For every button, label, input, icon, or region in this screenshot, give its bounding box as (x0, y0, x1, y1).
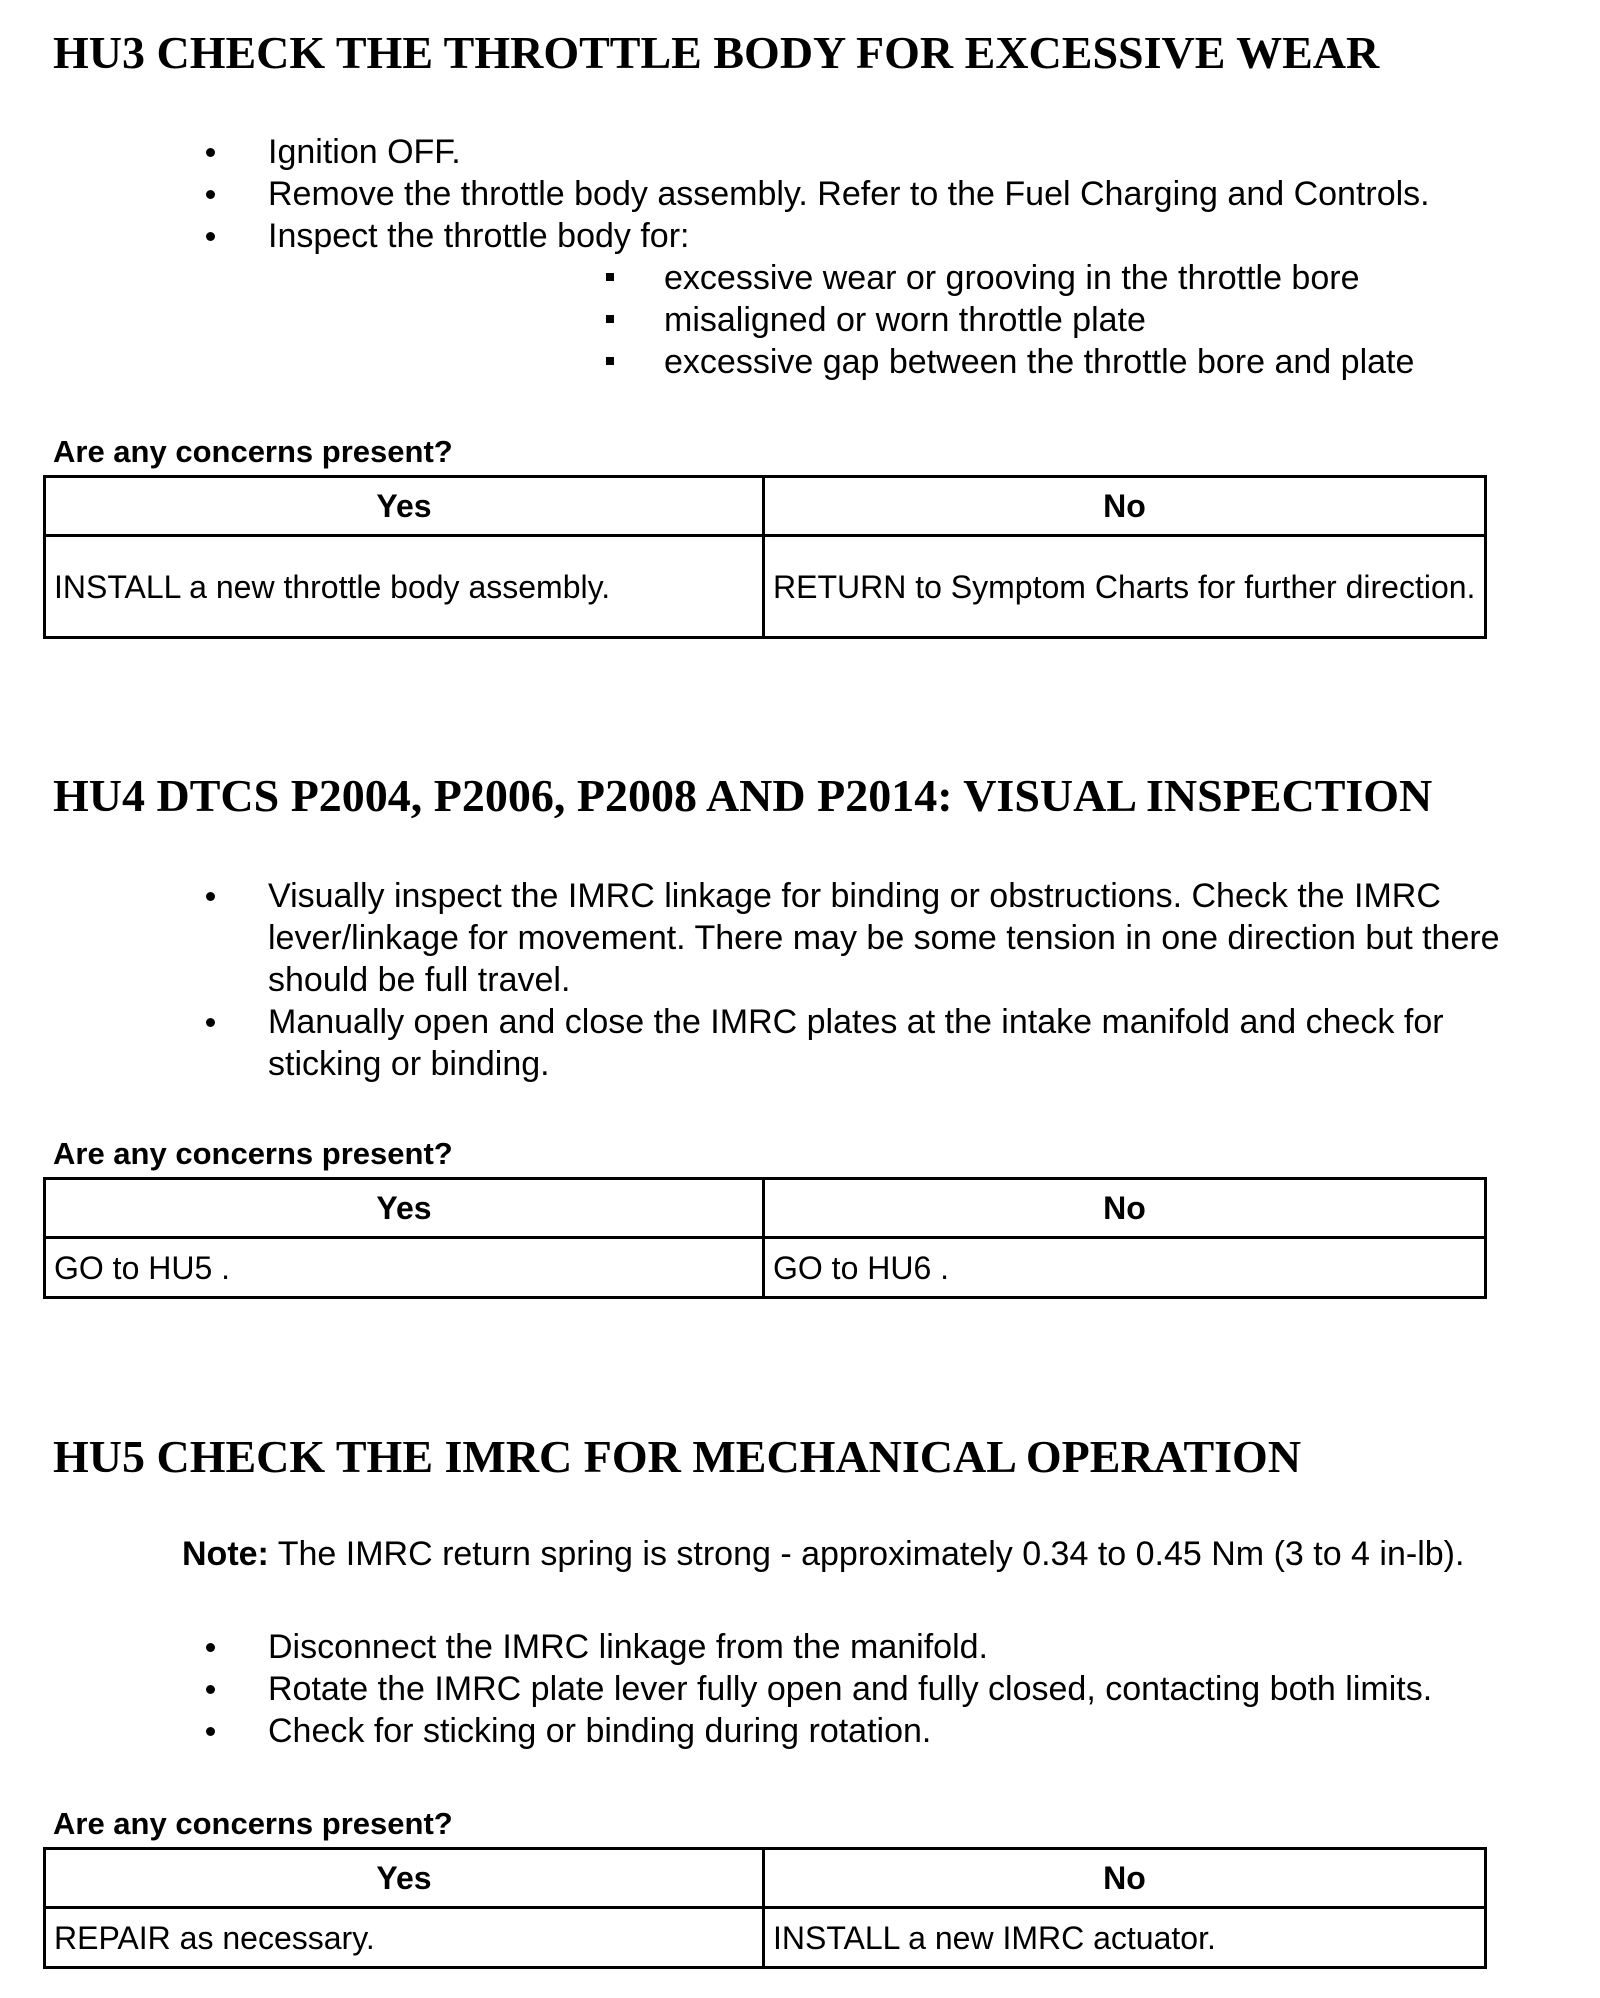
bullet-icon (206, 190, 215, 199)
table-row (45, 1908, 1486, 1968)
yes-header: Yes (45, 477, 764, 536)
square-bullet-icon (606, 357, 614, 365)
hu4-answer-table (43, 1177, 1487, 1299)
table-row (45, 536, 1486, 638)
bullet-icon (206, 1685, 215, 1694)
sub-list-item: misaligned or worn throttle plate (268, 299, 1600, 341)
hu5-bullet-list (0, 1626, 1600, 1752)
hu3-sub-bullet-list (268, 257, 1600, 383)
bullet-icon (206, 1018, 215, 1027)
hu5-note (182, 1533, 1464, 1575)
no-action: GO to HU6 . (764, 1238, 1486, 1298)
hu3-question: Are any concerns present? (53, 434, 453, 469)
list-item: Rotate the IMRC plate lever fully open and fully closed, contacting both limits. (0, 1668, 1600, 1710)
sub-list-item: excessive wear or grooving in the throttle bore (268, 257, 1600, 299)
no-header: No (764, 1179, 1486, 1238)
yes-action: INSTALL a new throttle body assembly. (45, 536, 764, 638)
list-item: Check for sticking or binding during rotation. (0, 1710, 1600, 1752)
sub-list-item: excessive gap between the throttle bore and plate (268, 341, 1600, 383)
note-text: The IMRC return spring is strong - approximately 0.34 to 0.45 Nm (3 to 4 in-lb). (268, 1535, 1465, 1573)
table-header-row (45, 1849, 1486, 1908)
note-label: Note: (182, 1535, 269, 1573)
list-item: Ignition OFF. (0, 131, 1600, 173)
hu5-question: Are any concerns present? (53, 1806, 453, 1841)
bullet-icon (206, 232, 215, 241)
no-action: INSTALL a new IMRC actuator. (764, 1908, 1486, 1968)
hu4-bullet-list (0, 875, 1600, 1085)
square-bullet-icon (606, 273, 614, 281)
hu5-answer-table (43, 1847, 1487, 1969)
square-bullet-icon (606, 315, 614, 323)
list-item: Inspect the throttle body for: excessive wear or grooving in the throttle bore misaligned or worn throttle plate excessive gap between the throttle bore and plate (0, 215, 1600, 383)
list-item: Disconnect the IMRC linkage from the manifold. (0, 1626, 1600, 1668)
bullet-icon (206, 1643, 215, 1652)
no-header: No (764, 477, 1486, 536)
yes-action: GO to HU5 . (45, 1238, 764, 1298)
section-heading-hu5: HU5 CHECK THE IMRC FOR MECHANICAL OPERATION (53, 1431, 1302, 1482)
hu4-question: Are any concerns present? (53, 1136, 453, 1171)
list-item: Remove the throttle body assembly. Refer to the Fuel Charging and Controls. (0, 173, 1600, 215)
yes-action: REPAIR as necessary. (45, 1908, 764, 1968)
hu3-bullet-list (0, 131, 1600, 383)
bullet-icon (206, 1727, 215, 1736)
list-item: Visually inspect the IMRC linkage for binding or obstructions. Check the IMRC lever/linkage for movement. There may be some tension in one direction but there should be full travel. (0, 875, 1600, 1001)
bullet-icon (206, 148, 215, 157)
no-header: No (764, 1849, 1486, 1908)
table-row (45, 1238, 1486, 1298)
yes-header: Yes (45, 1179, 764, 1238)
section-heading-hu4: HU4 DTCS P2004, P2006, P2008 AND P2014: VISUAL INSPECTION (53, 770, 1433, 821)
table-header-row (45, 1179, 1486, 1238)
hu3-answer-table (43, 475, 1487, 639)
yes-header: Yes (45, 1849, 764, 1908)
list-item: Manually open and close the IMRC plates at the intake manifold and check for sticking or binding. (0, 1001, 1600, 1085)
section-heading-hu3: HU3 CHECK THE THROTTLE BODY FOR EXCESSIVE WEAR (53, 27, 1380, 78)
no-action: RETURN to Symptom Charts for further direction. (764, 536, 1486, 638)
bullet-icon (206, 892, 215, 901)
table-header-row (45, 477, 1486, 536)
